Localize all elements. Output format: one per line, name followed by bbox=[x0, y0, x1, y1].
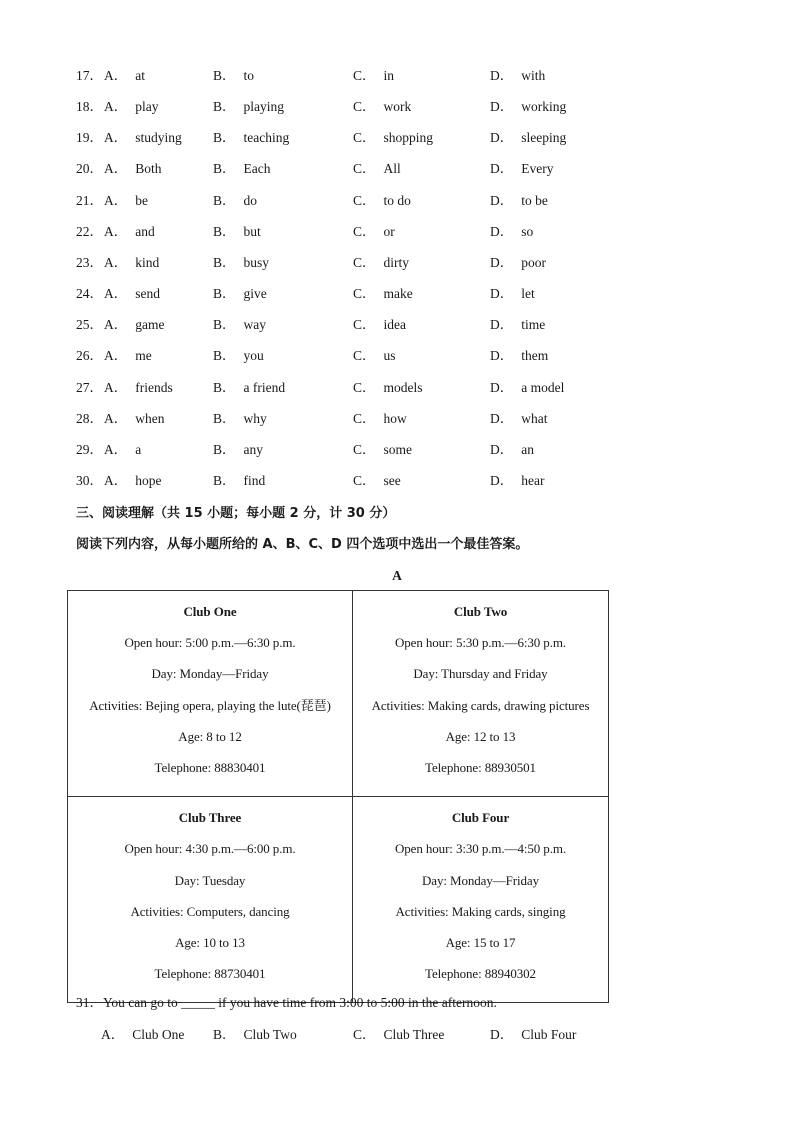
option-d[interactable]: D． Every bbox=[490, 161, 554, 177]
option-a[interactable]: A． me bbox=[104, 348, 152, 364]
option-d[interactable]: D． poor bbox=[490, 254, 546, 270]
club-activities: Activities: Making cards, drawing pictures bbox=[371, 697, 590, 713]
club-telephone: Telephone: 88940302 bbox=[425, 966, 536, 982]
club-open-hour: Open hour: 5:30 p.m.—6:30 p.m. bbox=[394, 635, 567, 651]
option-b[interactable]: B． way bbox=[213, 317, 267, 333]
option-c[interactable]: C． shopping bbox=[353, 130, 434, 146]
club-telephone: Telephone: 88830401 bbox=[154, 759, 266, 775]
option-c[interactable]: C． to do bbox=[353, 192, 411, 208]
club-day: Day: Thursday and Friday bbox=[413, 666, 548, 682]
club-open-hour: Open hour: 4:30 p.m.—6:00 p.m. bbox=[124, 841, 296, 857]
option-d[interactable]: D． an bbox=[490, 441, 534, 457]
option-row bbox=[76, 191, 736, 211]
option-b[interactable]: B． any bbox=[213, 441, 264, 457]
option-d[interactable]: D． them bbox=[490, 348, 549, 364]
option-row bbox=[76, 66, 736, 86]
option-b[interactable]: B． a friend bbox=[213, 379, 286, 395]
question-number: 30． bbox=[76, 472, 103, 488]
question-number: 23． bbox=[76, 254, 103, 270]
option-c[interactable]: C． how bbox=[353, 410, 407, 426]
club-age: Age: 15 to 17 bbox=[445, 934, 516, 950]
option-d[interactable]: D． what bbox=[490, 410, 548, 426]
option-d[interactable]: D． with bbox=[490, 68, 546, 83]
club-activities: Activities: Computers, dancing bbox=[130, 903, 290, 919]
option-a[interactable]: A． game bbox=[104, 317, 165, 333]
club-day: Day: Monday—Friday bbox=[151, 666, 269, 682]
club-open-hour: Open hour: 3:30 p.m.—4:50 p.m. bbox=[394, 841, 567, 857]
club-telephone: Telephone: 88930501 bbox=[425, 759, 536, 775]
option-row bbox=[76, 315, 736, 335]
option-c[interactable]: C． in bbox=[353, 68, 395, 83]
option-row bbox=[76, 159, 736, 179]
table-row bbox=[68, 797, 609, 1003]
option-b[interactable]: B． but bbox=[213, 223, 261, 239]
option-d[interactable]: D． time bbox=[490, 317, 546, 333]
option-row bbox=[76, 409, 736, 429]
option-a[interactable]: A． and bbox=[104, 223, 155, 239]
question-number: 17． bbox=[76, 68, 103, 83]
question-31-stem: 31．You can go to _____ if you have time from 3:00 to 5:00 in the afternoon. bbox=[76, 995, 497, 1010]
option-a[interactable]: A． send bbox=[104, 286, 160, 302]
clubs-table bbox=[67, 590, 609, 1003]
option-c[interactable]: C． Club Three bbox=[353, 1027, 445, 1042]
option-b[interactable]: B． Each bbox=[213, 161, 271, 177]
option-a[interactable]: A． be bbox=[104, 192, 148, 208]
option-d[interactable]: D． sleeping bbox=[490, 130, 567, 146]
club-day: Day: Tuesday bbox=[174, 872, 246, 888]
section-title: 三、阅读理解（共 15 小题；每小题 2 分，计 30 分） bbox=[76, 506, 396, 521]
option-row bbox=[76, 440, 736, 460]
question-number: 28． bbox=[76, 410, 103, 426]
option-c[interactable]: C． some bbox=[353, 441, 413, 457]
option-c[interactable]: C． models bbox=[353, 379, 423, 395]
club-age: Age: 10 to 13 bbox=[175, 934, 245, 950]
option-row bbox=[76, 284, 736, 304]
option-b[interactable]: B． teaching bbox=[213, 130, 290, 146]
option-row bbox=[76, 97, 736, 117]
option-c[interactable]: C． us bbox=[353, 348, 396, 364]
club-cell bbox=[353, 591, 609, 797]
club-day: Day: Monday—Friday bbox=[422, 872, 539, 888]
option-b[interactable]: B． busy bbox=[213, 254, 270, 270]
club-cell bbox=[68, 797, 353, 1003]
option-a[interactable]: A． Club One bbox=[101, 1027, 185, 1042]
option-a[interactable]: A． when bbox=[104, 410, 165, 426]
club-telephone: Telephone: 88730401 bbox=[154, 966, 266, 982]
question-31-options bbox=[76, 1025, 736, 1045]
question-number: 26． bbox=[76, 348, 103, 364]
option-b[interactable]: B． do bbox=[213, 192, 258, 208]
club-cell bbox=[353, 797, 609, 1003]
option-a[interactable]: A． at bbox=[104, 68, 145, 83]
question-number: 25． bbox=[76, 317, 103, 333]
option-d[interactable]: D． let bbox=[490, 286, 535, 302]
option-row bbox=[76, 222, 736, 242]
option-c[interactable]: C． or bbox=[353, 223, 395, 239]
option-b[interactable]: B． find bbox=[213, 472, 266, 488]
question-number: 22． bbox=[76, 223, 103, 239]
option-c[interactable]: C． dirty bbox=[353, 254, 410, 270]
option-c[interactable]: C． idea bbox=[353, 317, 407, 333]
option-a[interactable]: A． a bbox=[104, 441, 142, 457]
option-row bbox=[76, 346, 736, 366]
option-b[interactable]: B． Club Two bbox=[213, 1027, 297, 1042]
option-c[interactable]: C． work bbox=[353, 99, 412, 115]
option-c[interactable]: C． make bbox=[353, 286, 413, 302]
question-number: 27． bbox=[76, 379, 103, 395]
club-name: Club Two bbox=[453, 604, 508, 619]
option-d[interactable]: D． Club Four bbox=[490, 1027, 577, 1042]
option-row bbox=[76, 471, 736, 491]
club-age: Age: 8 to 12 bbox=[178, 728, 242, 744]
question-number: 29． bbox=[76, 441, 103, 457]
question-number: 19． bbox=[76, 130, 103, 146]
option-a[interactable]: A． studying bbox=[104, 130, 182, 146]
option-d[interactable]: D． to be bbox=[490, 192, 548, 208]
club-name: Club One bbox=[183, 604, 237, 619]
option-c[interactable]: C． see bbox=[353, 472, 401, 488]
option-b[interactable]: B． you bbox=[213, 348, 264, 364]
option-b[interactable]: B． playing bbox=[213, 99, 285, 115]
option-a[interactable]: A． play bbox=[104, 99, 159, 115]
question-number: 21． bbox=[76, 192, 103, 208]
club-name: Club Three bbox=[178, 810, 242, 826]
question-number: 24． bbox=[76, 286, 103, 302]
club-age: Age: 12 to 13 bbox=[445, 728, 516, 744]
option-b[interactable]: B． why bbox=[213, 410, 267, 426]
option-c[interactable]: C． All bbox=[353, 161, 401, 177]
question-number: 18． bbox=[76, 99, 103, 115]
option-row bbox=[76, 378, 736, 398]
option-a[interactable]: A． hope bbox=[104, 472, 162, 488]
passage-label: A bbox=[392, 568, 402, 583]
club-name: Club Four bbox=[451, 810, 510, 826]
option-row bbox=[76, 253, 736, 273]
option-d[interactable]: D． hear bbox=[490, 472, 545, 488]
club-activities: Activities: Making cards, singing bbox=[395, 903, 566, 919]
section-instruction: 阅读下列内容，从每小题所给的 A、B、C、D 四个选项中选出一个最佳答案。 bbox=[76, 537, 529, 552]
option-d[interactable]: D． a model bbox=[490, 379, 565, 395]
option-row bbox=[76, 128, 736, 148]
option-a[interactable]: A． kind bbox=[104, 254, 160, 270]
club-cell bbox=[68, 591, 353, 797]
option-b[interactable]: B． give bbox=[213, 286, 267, 302]
table-row bbox=[68, 591, 609, 797]
option-a[interactable]: A． Both bbox=[104, 161, 162, 177]
club-activities: Activities: Bejing opera, playing the lute(琵琶) bbox=[89, 697, 331, 713]
option-a[interactable]: A． friends bbox=[104, 379, 173, 395]
club-open-hour: Open hour: 5:00 p.m.—6:30 p.m. bbox=[124, 635, 296, 651]
option-d[interactable]: D． working bbox=[490, 99, 567, 115]
option-b[interactable]: B． to bbox=[213, 68, 255, 83]
option-d[interactable]: D． so bbox=[490, 223, 534, 239]
question-number: 20． bbox=[76, 161, 103, 177]
